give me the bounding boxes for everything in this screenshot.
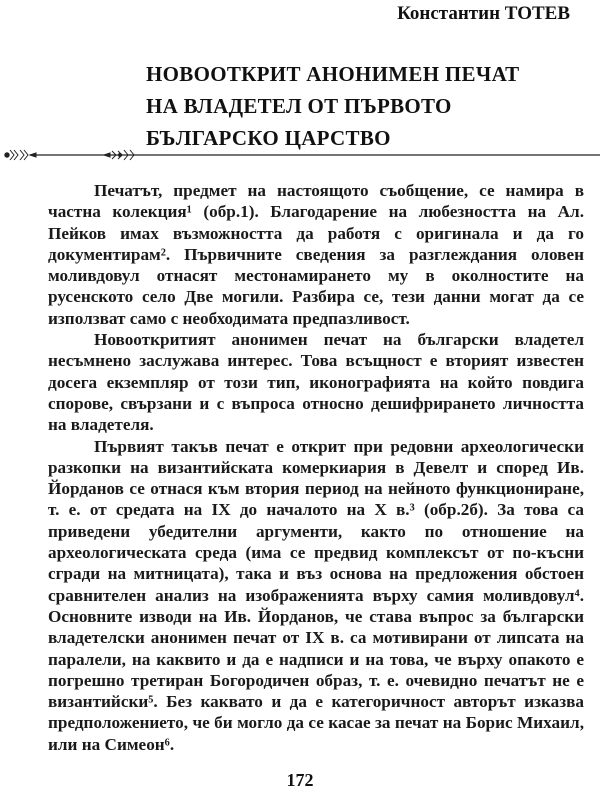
- page-number: 172: [286, 770, 314, 790]
- article-title: [146, 58, 520, 154]
- author-name: Константин ТОТЕВ: [397, 3, 570, 24]
- title-line-3: БЪЛГАРСКО ЦАРСТВО: [146, 126, 391, 150]
- paragraph-1: Печатът, предмет на настоящото съобщение, се намира в частна колекция¹ (обр.1). Благодарение на любезността на Ал. Пейков имах възможността да работя с оригинала и да го документирам². Първичните сведения за разглеждания оловен моливдовул отнасят местонамирането му в околностите на русенското село Две могили. Разбира се, тези данни могат да се използват само с необходимата предпазливост.: [48, 181, 584, 328]
- title-line-2: НА ВЛАДЕТЕЛ ОТ ПЪРВОТО: [146, 94, 452, 118]
- paragraph-2: Новооткритият анонимен печат на български владетел несъмнено заслужава интерес. Това всъщност е вторият известен досега екземпляр от този тип, иконографията на който повдига спорове, свързани и с въпроса относно дешифрирането личността на владетеля.: [48, 330, 584, 435]
- article-body: [48, 180, 584, 755]
- title-line-1: НОВООТКРИТ АНОНИМЕН ПЕЧАТ: [146, 62, 520, 86]
- decorative-rule-ornament-icon: [0, 145, 600, 165]
- paragraph-3: Първият такъв печат е открит при редовни археологически разкопки на византийската комеркиария в Девелт и според Ив. Йорданов се отнася към втория период на нейното функциониране, т. е. от средата на IX до началото на X в.³ (обр.2б). За това са приведени убедителни аргументи, както по отношение на археологическата среда (има се предвид комплексът от по-късни сгради на митницата), така и въз основа на предложения обстоен сравнителен анализ на изображенията върху самия моливдовул⁴. Основните изводи на Ив. Йорданов, че става въпрос за български владетелски анонимен печат от IX в. са мотивирани от липсата на паралели, на каквито и да е надписи и на това, че върху опакото е погрешно третиран Богородичен образ, т. е. очевидно печатът не е византийски⁵. Без каквато и да е категоричност авторът изказва предположението, че би могло да се касае за печат на Борис Михаил, или на Симеон⁶.: [48, 436, 584, 754]
